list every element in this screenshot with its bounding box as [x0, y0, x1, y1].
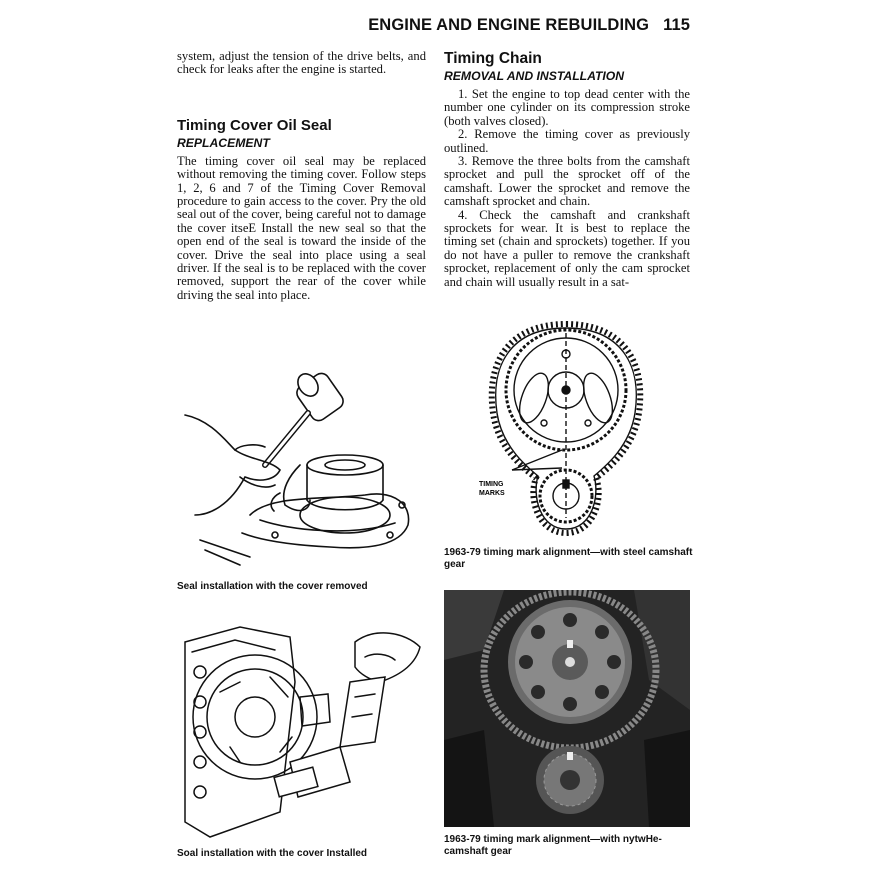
seal-removed-illustration	[180, 365, 420, 577]
section-heading-oil-seal: Timing Cover Oil Seal	[177, 116, 332, 134]
caption-seal-installed: Soal installation with the cover Installed	[177, 848, 368, 859]
caption-nylon-gear: 1963-79 timing mark alignment—with nytwHe-camshaft gear	[444, 834, 662, 857]
caption-seal-removed: Seal installation with the cover removed	[177, 581, 368, 592]
step-1: 1. Set the engine to top dead center with the number one cylinder on its compression stroke (both valves closed).	[444, 87, 690, 128]
subheading-removal-installation: REMOVAL AND INSTALLATION	[444, 69, 625, 83]
subheading-replacement: REPLACEMENT	[177, 135, 270, 150]
step-3: 3. Remove the three bolts from the camshaft sprocket and pull the sprocket off of the camshaft. Lower the sprocket and remove the camshaft sprocket and chain.	[444, 154, 690, 209]
intro-paragraph: system, adjust the tension of the drive belts, and check for leaks after the engine is started.	[177, 49, 426, 77]
timing-set-photo	[444, 590, 690, 827]
timing-marks-label-1: TIMING	[479, 481, 504, 488]
caption-steel-gear: 1963-79 timing mark alignment—with steel camshaft gear	[444, 547, 693, 570]
left-column	[177, 50, 426, 302]
step-2: 2. Remove the timing cover as previously outlined.	[444, 127, 690, 155]
oil-seal-body: The timing cover oil seal may be replaced without removing the timing cover. Follow steps 1, 2, 6 and 7 of the Timing Cover Removal procedure to gain access to the cover. Pry the old seal out of the cover, being careful not to damage the cover itseE Install the new seal so that the open end of the seal is toward the inside of the cover. Drive the seal into place using a seal driver. If the seal is to be replaced with the cover removed, support the rear of the cover while driving the seal into place.	[177, 153, 426, 302]
timing-marks-label-2: MARKS	[479, 490, 505, 497]
section-heading-timing-chain: Timing Chain	[444, 50, 542, 67]
timing-chain-diagram	[474, 318, 659, 538]
right-column	[444, 50, 690, 289]
step-4: 4. Check the camshaft and crankshaft sprockets for wear. It is best to replace the timing set (chain and sprockets) together. If you do not have a puller to remove the crankshaft sprocket, replacement of only the cam sprocket and chain will usually result in a sat-	[444, 207, 690, 289]
seal-installed-illustration	[180, 622, 425, 844]
running-header	[360, 16, 690, 35]
mallet-icon	[265, 370, 346, 465]
page-number: 115	[663, 16, 690, 34]
section-title: ENGINE AND ENGINE REBUILDING	[368, 16, 650, 34]
